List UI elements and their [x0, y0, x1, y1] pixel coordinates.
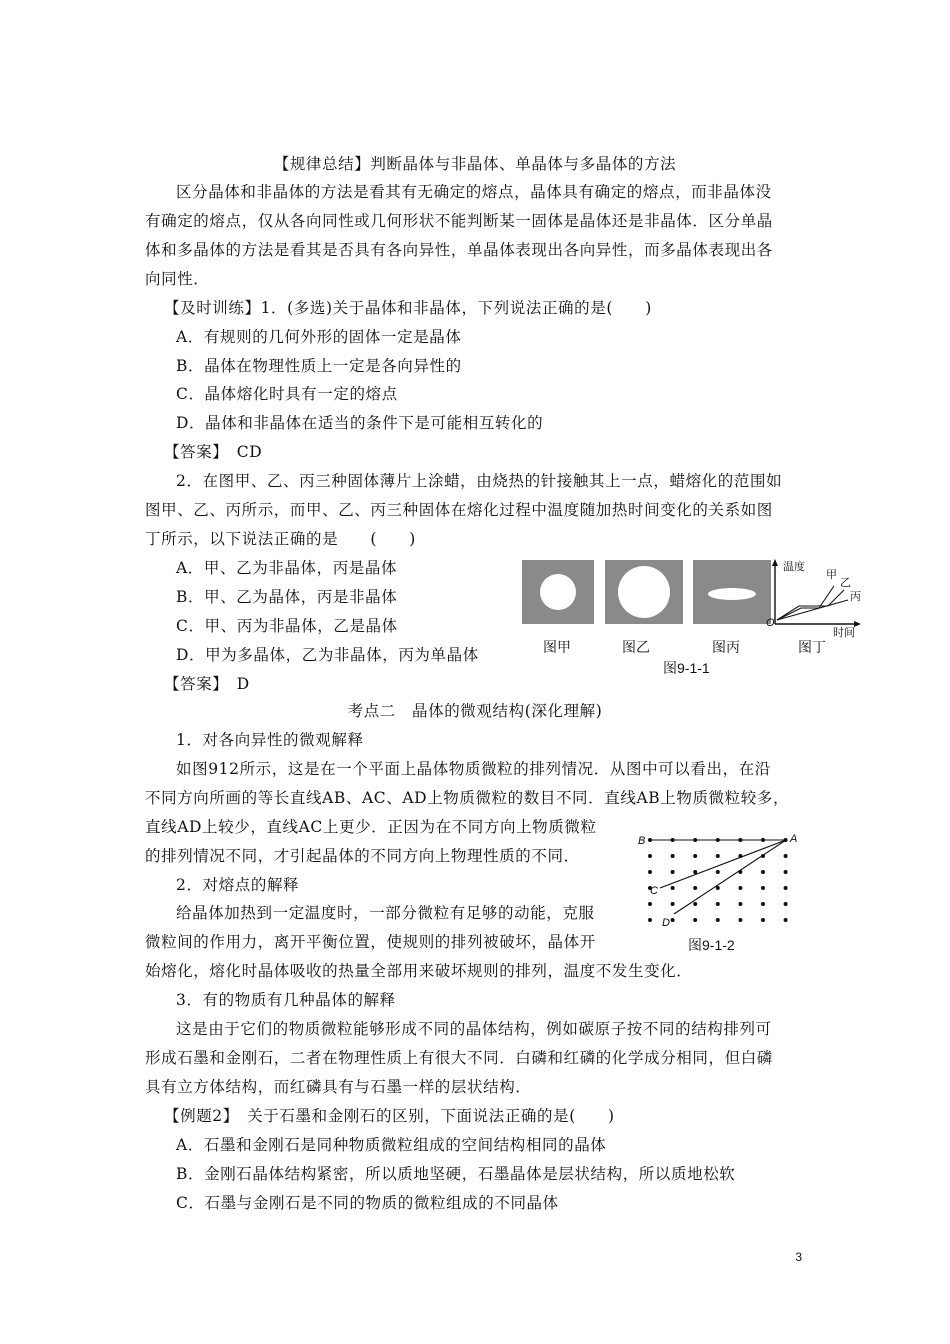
curve-label-bing: 丙	[850, 591, 861, 603]
q2-stem-3: 丁所示，以下说法正确的是 ( )	[145, 530, 416, 548]
particle-dot	[784, 854, 788, 858]
q2-option-b: B．甲、乙为晶体，丙是非晶体	[176, 588, 398, 606]
section2-p3-line-3: 具有立方体结构，而红磷具有与石墨一样的层状结构．	[145, 1078, 532, 1096]
particle-grid	[648, 838, 788, 922]
figure-9-1-2-caption: 图9-1-2	[688, 937, 735, 953]
q1-option-c: C．晶体熔化时具有一定的熔点	[176, 385, 398, 403]
q2-answer: 【答案】 D	[164, 675, 250, 693]
x-axis-arrow-icon	[854, 621, 861, 627]
curve-bing	[777, 600, 848, 620]
particle-dot	[761, 918, 765, 922]
example2-option-c: C．石墨与金刚石是不同的物质的微粒组成的不同晶体	[176, 1194, 559, 1212]
particle-dot	[784, 902, 788, 906]
q2-stem-1: 2．在图甲、乙、丙三种固体薄片上涂蜡，由烧热的针接触其上一点，蜡熔化的范围如	[176, 472, 783, 490]
figure-9-1-1-caption: 图9-1-1	[663, 660, 710, 676]
particle-dot	[671, 870, 675, 874]
label-jia: 图甲	[543, 639, 571, 655]
particle-dot	[648, 870, 652, 874]
curve-label-yi: 乙	[840, 577, 851, 589]
q1-option-d: D．晶体和非晶体在适当的条件下是可能相互转化的	[176, 414, 544, 432]
section2-p3-line-2: 形成石墨和金刚石，二者在物理性质上有很大不同．白磷和红磷的化学成分相同，但白磷	[145, 1049, 773, 1067]
wax-ellipse-bing	[708, 588, 756, 600]
section2-p2-line-2: 微粒间的作用力，离开平衡位置，使规则的排列被破坏，晶体开	[145, 933, 596, 951]
label-yi: 图乙	[622, 639, 650, 655]
particle-dot	[784, 918, 788, 922]
figure-9-1-1	[518, 556, 870, 680]
q1-stem: 【及时训练】1．(多选)关于晶体和非晶体，下列说法正确的是( )	[164, 299, 652, 317]
particle-dot	[693, 854, 697, 858]
particle-dot	[648, 854, 652, 858]
section2-heading-1: 1．对各向异性的微观解释	[176, 731, 364, 749]
particle-dot	[671, 902, 675, 906]
particle-dot	[716, 902, 720, 906]
particle-dot	[738, 902, 742, 906]
particle-dot	[784, 886, 788, 890]
section2-p3-line-1: 这是由于它们的物质微粒能够形成不同的晶体结构，例如碳原子按不同的结构排列可	[176, 1020, 772, 1038]
line-ac	[660, 840, 786, 888]
point-d-label: D	[662, 917, 670, 929]
section2-p1-line-1: 如图912所示，这是在一个平面上晶体物质微粒的排列情况．从图中可以看出，在沿	[176, 760, 771, 778]
wax-circle-yi	[618, 566, 670, 618]
particle-dot	[761, 870, 765, 874]
particle-dot	[693, 902, 697, 906]
point-a-label: A	[790, 833, 798, 845]
particle-dot	[671, 918, 675, 922]
section2-title: 考点二 晶体的微观结构(深化理解)	[347, 702, 603, 720]
q1-option-b: B．晶体在物理性质上一定是各向异性的	[176, 357, 462, 375]
page-number: 3	[795, 1250, 802, 1264]
section2-heading-3: 3．有的物质有几种晶体的解释	[176, 991, 396, 1009]
line-ad	[674, 840, 786, 914]
label-bing: 图丙	[712, 639, 740, 655]
summary-line-2: 有确定的熔点，仅从各向同性或几何形状不能判断某一固体是晶体还是非晶体．区分单晶	[145, 212, 773, 230]
particle-dot	[671, 886, 675, 890]
q1-answer: 【答案】 CD	[164, 443, 263, 461]
particle-dot	[761, 886, 765, 890]
example2-option-a: A．石墨和金刚石是同种物质微粒组成的空间结构相同的晶体	[176, 1136, 607, 1154]
section2-p1-line-2: 不同方向所画的等长直线AB、AC、AD上物质微粒的数目不同．直线AB上物质微粒较多，	[145, 789, 790, 807]
particle-dot	[738, 918, 742, 922]
origin-label: O	[766, 617, 775, 629]
q2-option-c: C．甲、丙为非晶体，乙是晶体	[176, 617, 398, 635]
label-ding: 图丁	[798, 639, 826, 655]
summary-line-3: 体和多晶体的方法是看其是否具有各向异性，单晶体表现出各向异性，而多晶体表现出各	[145, 241, 773, 259]
summary-line-1: 区分晶体和非晶体的方法是看其有无确定的熔点，晶体具有确定的熔点，而非晶体没	[176, 183, 772, 201]
q2-option-d: D．甲为多晶体，乙为非晶体，丙为单晶体	[176, 646, 479, 664]
curve-label-jia: 甲	[826, 569, 837, 581]
particle-dot	[716, 870, 720, 874]
particle-dot	[784, 870, 788, 874]
particle-dot	[693, 870, 697, 874]
particle-dot	[671, 854, 675, 858]
particle-dot	[738, 886, 742, 890]
example2-option-b: B．金刚石晶体结构紧密，所以质地坚硬，石墨晶体是层状结构，所以质地松软	[176, 1165, 736, 1183]
q1-option-a: A．有规则的几何外形的固体一定是晶体	[176, 328, 462, 346]
section2-p1-line-4: 的排列情况不同，才引起晶体的不同方向上物理性质的不同．	[145, 847, 580, 865]
point-b-label: B	[638, 835, 646, 847]
particle-dot	[648, 918, 652, 922]
example2-stem: 【例题2】 关于石墨和金刚石的区别，下面说法正确的是( )	[164, 1107, 615, 1125]
figure-9-1-2	[636, 828, 806, 958]
particle-dot	[693, 886, 697, 890]
wax-circle-jia	[540, 574, 576, 610]
summary-title: 【规律总结】判断晶体与非晶体、单晶体与多晶体的方法	[273, 155, 677, 173]
summary-line-4: 向同性．	[145, 270, 210, 288]
y-axis-label: 温度	[783, 561, 805, 573]
x-axis-label: 时间	[833, 627, 855, 639]
q2-option-a: A．甲、乙为非晶体，丙是晶体	[176, 559, 398, 577]
particle-dot	[648, 902, 652, 906]
q2-stem-2: 图甲、乙、丙所示，而甲、乙、丙三种固体在熔化过程中温度随加热时间变化的关系如图	[145, 501, 773, 519]
particle-dot	[693, 918, 697, 922]
particle-dot	[716, 854, 720, 858]
particle-dot	[761, 902, 765, 906]
section2-p2-line-3: 始熔化，熔化时晶体吸收的热量全部用来破坏规则的排列，温度不发生变化．	[145, 962, 693, 980]
particle-dot	[716, 918, 720, 922]
point-c-label: C	[650, 885, 658, 897]
y-axis-arrow-icon	[772, 559, 778, 566]
section2-heading-2: 2．对熔点的解释	[176, 876, 300, 894]
section2-p2-line-1: 给晶体加热到一定温度时，一部分微粒有足够的动能，克服	[176, 904, 595, 922]
section2-p1-line-3: 直线AD上较少，直线AC上更少．正因为在不同方向上物质微粒	[145, 818, 597, 836]
